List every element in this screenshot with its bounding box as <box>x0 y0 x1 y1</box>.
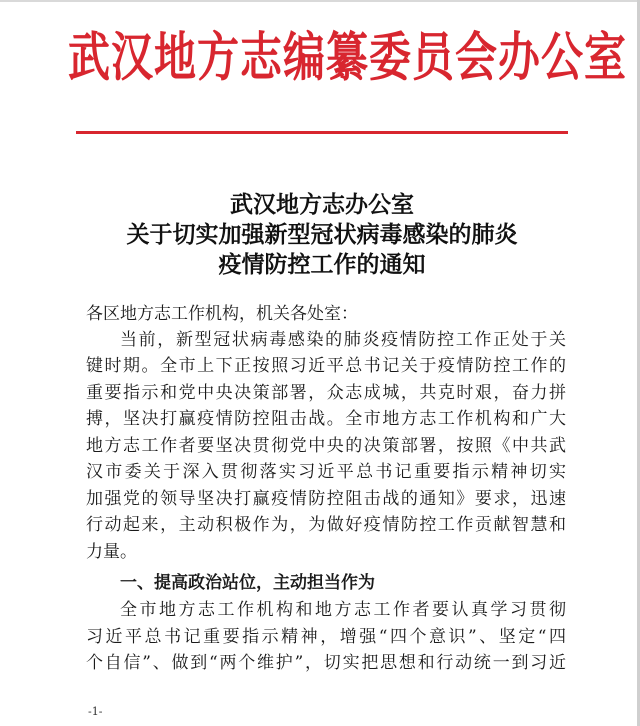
salutation: 各区地方志工作机构，机关各处室： <box>86 304 358 324</box>
title-line-3: 疫情防控工作的通知 <box>218 251 426 278</box>
paragraph-line: 搏，坚决打赢疫情防控阻击战。全市地方志工作机构和广大 <box>86 409 566 429</box>
section-line: 习近平总书记重要指示精神，增强“四个意识”、坚定“四 <box>86 627 566 647</box>
section-line: 全市地方志工作机构和地方志工作者要认真学习贯彻 <box>120 600 566 620</box>
section-heading: 一、提高政治站位，主动担当作为 <box>120 573 375 593</box>
paragraph-line: 行动起来，主动积极作为，为做好疫情防控工作贡献智慧和 <box>86 515 566 535</box>
paragraph-line: 地方志工作者要坚决贯彻党中央的决策部署，按照《中共武 <box>86 436 566 456</box>
paragraph-line: 重要指示和党中央决策部署，众志成城，共克时艰，奋力拼 <box>86 383 566 403</box>
paragraph-line: 力量。 <box>86 542 137 562</box>
organization-header: 武汉地方志编纂委员会办公室 <box>68 26 628 88</box>
title-line-1: 武汉地方志办公室 <box>230 191 414 218</box>
document-title <box>76 190 568 280</box>
red-divider-line <box>76 131 568 134</box>
page-number: -1- <box>88 705 103 718</box>
paragraph-line: 汉市委关于深入贯彻落实习近平总书记重要指示精神切实 <box>86 462 566 482</box>
paragraph-line: 加强党的领导坚决打赢疫情防控阻击战的通知》要求，迅速 <box>86 489 566 509</box>
page-edge <box>0 0 640 2</box>
section-line: 个自信”、做到“两个维护”，切实把思想和行动统一到习近 <box>86 653 566 673</box>
paragraph-line: 键时期。全市上下正按照习近平总书记关于疫情防控工作的 <box>86 356 566 376</box>
title-line-2: 关于切实加强新型冠状病毒感染的肺炎 <box>126 221 518 248</box>
paragraph-line: 当前，新型冠状病毒感染的肺炎疫情防控工作正处于关 <box>120 330 566 350</box>
